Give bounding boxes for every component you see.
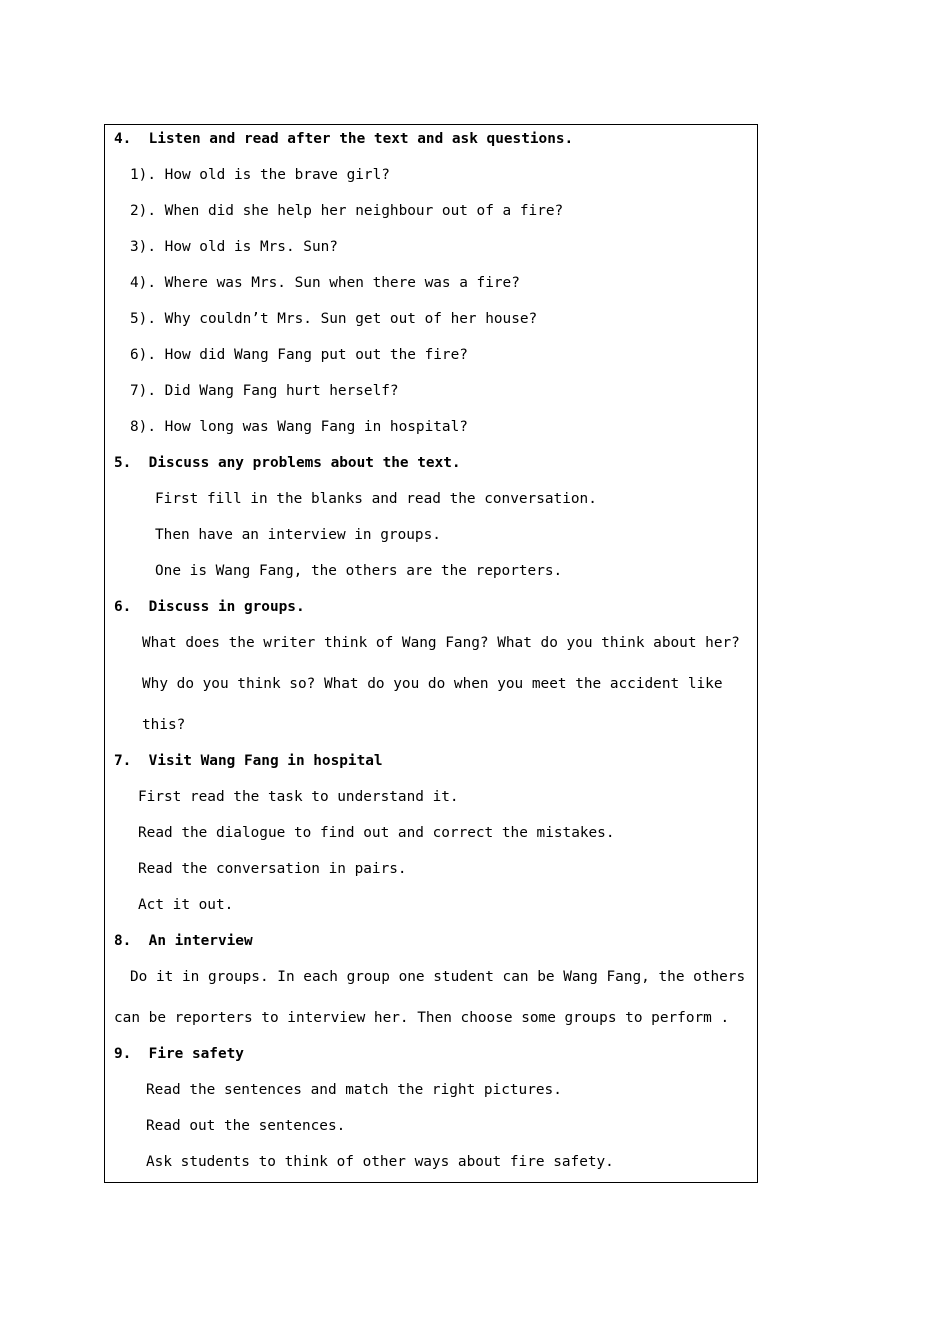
section-7-line: Read the dialogue to find out and correct the mistakes. bbox=[138, 825, 615, 841]
question-1: 1). How old is the brave girl? bbox=[130, 167, 390, 183]
lesson-steps-box bbox=[104, 124, 758, 1183]
section-5-heading: 5. Discuss any problems about the text. bbox=[114, 455, 461, 471]
section-6-line: this? bbox=[142, 717, 186, 733]
section-7-line: Act it out. bbox=[138, 897, 234, 913]
question-6: 6). How did Wang Fang put out the fire? bbox=[130, 347, 468, 363]
section-8-line: Do it in groups. In each group one student can be Wang Fang, the others bbox=[130, 969, 746, 985]
section-7-line: First read the task to understand it. bbox=[138, 789, 459, 805]
question-2: 2). When did she help her neighbour out of a fire? bbox=[130, 203, 564, 219]
section-5-line: First fill in the blanks and read the conversation. bbox=[155, 491, 597, 507]
question-8: 8). How long was Wang Fang in hospital? bbox=[130, 419, 468, 435]
question-7: 7). Did Wang Fang hurt herself? bbox=[130, 383, 399, 399]
section-8-heading: 8. An interview bbox=[114, 933, 253, 949]
section-5-line: One is Wang Fang, the others are the reporters. bbox=[155, 563, 563, 579]
question-4: 4). Where was Mrs. Sun when there was a fire? bbox=[130, 275, 520, 291]
section-9-line: Ask students to think of other ways about fire safety. bbox=[146, 1154, 614, 1170]
section-9-line: Read out the sentences. bbox=[146, 1118, 346, 1134]
section-8-line: can be reporters to interview her. Then choose some groups to perform . bbox=[114, 1010, 730, 1026]
section-7-heading: 7. Visit Wang Fang in hospital bbox=[114, 753, 383, 769]
section-4-heading: 4. Listen and read after the text and ask questions. bbox=[114, 131, 574, 147]
section-9-line: Read the sentences and match the right pictures. bbox=[146, 1082, 562, 1098]
question-5: 5). Why couldn’t Mrs. Sun get out of her house? bbox=[130, 311, 538, 327]
question-3: 3). How old is Mrs. Sun? bbox=[130, 239, 338, 255]
section-9-heading: 9. Fire safety bbox=[114, 1046, 244, 1062]
section-6-line: Why do you think so? What do you do when you meet the accident like bbox=[142, 676, 723, 692]
section-7-line: Read the conversation in pairs. bbox=[138, 861, 407, 877]
section-6-heading: 6. Discuss in groups. bbox=[114, 599, 305, 615]
section-5-line: Then have an interview in groups. bbox=[155, 527, 441, 543]
section-6-line: What does the writer think of Wang Fang? What do you think about her? bbox=[142, 635, 740, 651]
